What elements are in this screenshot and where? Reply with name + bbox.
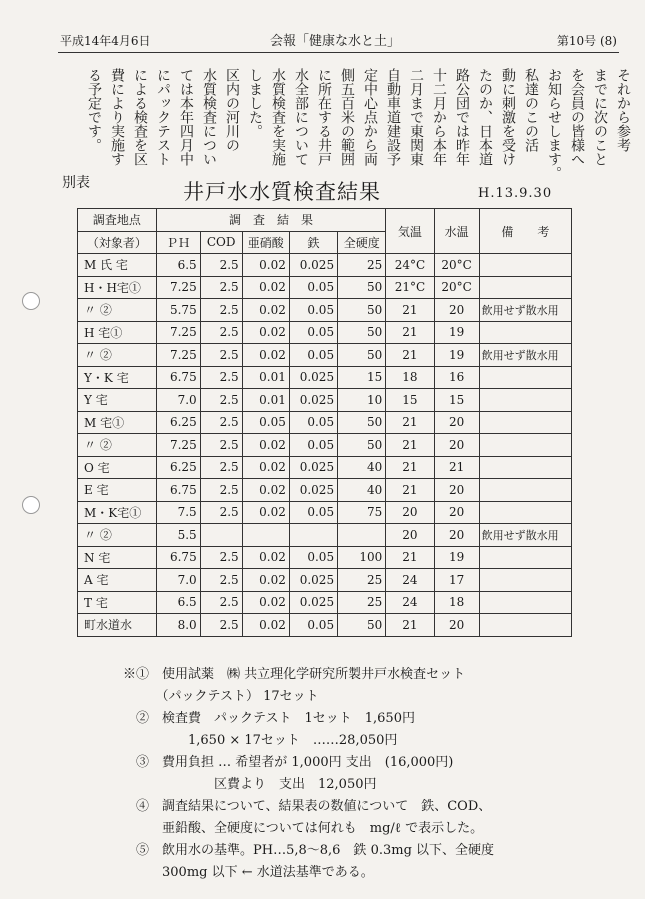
cell-ph: 6.5	[156, 591, 200, 614]
cell-cod: 2.5	[200, 321, 242, 344]
cell-cod: 2.5	[200, 254, 242, 277]
cell-air-temp: 21	[386, 321, 434, 344]
cell-water-temp: 21	[434, 456, 479, 479]
table-row	[78, 546, 572, 569]
cell-hardness: 50	[338, 276, 386, 299]
header-nitrite: 亜硝酸	[242, 231, 289, 254]
cell-air-temp: 18	[386, 366, 434, 389]
intro-line: 水質検査を実施	[270, 68, 286, 166]
cell-air-temp: 21	[386, 344, 434, 367]
cell-cod: 2.5	[200, 389, 242, 412]
note-line: 亜鉛酸、全硬度については何れも mg/ℓ で表示した。	[123, 821, 484, 836]
cell-location: 町水道水	[78, 614, 157, 637]
cell-location: T 宅	[78, 591, 157, 614]
cell-location: Y 宅	[78, 389, 157, 412]
cell-location: H・H宅①	[78, 276, 157, 299]
intro-line: に所在する井戸	[316, 68, 332, 166]
note-line: 区費より 支出 12,050円	[123, 777, 377, 792]
header-subject: （対象者）	[78, 231, 157, 254]
cell-air-temp: 21	[386, 546, 434, 569]
cell-remarks	[479, 546, 571, 569]
intro-line: 水全部について	[293, 68, 309, 166]
cell-water-temp: 20	[434, 524, 479, 547]
intro-line: それから参考	[615, 68, 631, 152]
cell-iron	[289, 524, 337, 547]
cell-hardness	[338, 524, 386, 547]
intro-line: を会員の皆様へ	[569, 68, 585, 166]
cell-iron: 0.025	[289, 389, 337, 412]
note-line: 300mg 以下 ← 水道法基準である。	[123, 865, 374, 880]
cell-location: 〃 ②	[78, 524, 157, 547]
cell-remarks: 飲用せず散水用	[479, 344, 571, 367]
cell-hardness: 50	[338, 344, 386, 367]
table-row	[78, 344, 572, 367]
cell-iron: 0.025	[289, 591, 337, 614]
cell-ph: 8.0	[156, 614, 200, 637]
cell-remarks	[479, 254, 571, 277]
cell-nitrite: 0.02	[242, 569, 289, 592]
cell-ph: 7.25	[156, 434, 200, 457]
cell-ph: 6.75	[156, 546, 200, 569]
cell-ph: 6.5	[156, 254, 200, 277]
document-title: 井戸水水質検査結果	[183, 180, 381, 204]
cell-remarks	[479, 276, 571, 299]
cell-hardness: 10	[338, 389, 386, 412]
table-row	[78, 434, 572, 457]
cell-nitrite: 0.02	[242, 254, 289, 277]
cell-iron: 0.05	[289, 546, 337, 569]
table-row	[78, 524, 572, 547]
cell-iron: 0.025	[289, 254, 337, 277]
cell-location: E 宅	[78, 479, 157, 502]
note-line: ③ 費用負担 … 希望者が 1,000円 支出 (16,000円)	[123, 755, 454, 770]
note-line: ④ 調査結果について、結果表の数値について 鉄、COD、	[123, 799, 492, 814]
note-line: ⑤ 飲用水の基準。PH…5,8〜8,6 鉄 0.3mg 以下、全硬度	[123, 843, 495, 858]
cell-cod: 2.5	[200, 591, 242, 614]
cell-air-temp: 21	[386, 434, 434, 457]
cell-iron: 0.05	[289, 501, 337, 524]
intro-line: 自動車道建設予	[385, 68, 401, 166]
cell-hardness: 50	[338, 614, 386, 637]
intro-line: たのか、日本道	[477, 68, 493, 166]
punch-hole-icon	[22, 292, 40, 310]
cell-water-temp: 19	[434, 546, 479, 569]
intro-line: にパックテスト	[155, 68, 171, 166]
cell-remarks	[479, 591, 571, 614]
cell-ph: 7.25	[156, 321, 200, 344]
cell-air-temp: 20	[386, 501, 434, 524]
cell-ph: 5.75	[156, 299, 200, 322]
cell-remarks	[479, 479, 571, 502]
page-header	[60, 30, 617, 50]
cell-water-temp: 20	[434, 479, 479, 502]
cell-iron: 0.025	[289, 366, 337, 389]
cell-location: O 宅	[78, 456, 157, 479]
cell-location: 〃 ②	[78, 299, 157, 322]
cell-ph: 7.25	[156, 344, 200, 367]
cell-nitrite: 0.02	[242, 276, 289, 299]
cell-hardness: 50	[338, 299, 386, 322]
cell-remarks	[479, 366, 571, 389]
cell-remarks	[479, 501, 571, 524]
intro-line: 私達のこの活	[523, 68, 539, 152]
cell-ph: 7.25	[156, 276, 200, 299]
cell-nitrite	[242, 524, 289, 547]
cell-iron: 0.05	[289, 411, 337, 434]
cell-nitrite: 0.02	[242, 344, 289, 367]
cell-air-temp: 20	[386, 524, 434, 547]
cell-nitrite: 0.01	[242, 389, 289, 412]
table-row	[78, 254, 572, 277]
table-row	[78, 591, 572, 614]
newsletter-title: 会報「健康な水と土」	[270, 34, 401, 49]
cell-cod: 2.5	[200, 434, 242, 457]
cell-iron: 0.05	[289, 321, 337, 344]
cell-cod: 2.5	[200, 411, 242, 434]
cell-remarks	[479, 456, 571, 479]
cell-cod: 2.5	[200, 501, 242, 524]
cell-air-temp: 21	[386, 614, 434, 637]
cell-cod: 2.5	[200, 546, 242, 569]
cell-hardness: 75	[338, 501, 386, 524]
note-line: 1,650 × 17セット ……28,050円	[123, 733, 398, 748]
cell-nitrite: 0.02	[242, 479, 289, 502]
intro-line: 路公団では昨年	[454, 68, 470, 166]
cell-cod: 2.5	[200, 344, 242, 367]
cell-iron: 0.025	[289, 569, 337, 592]
table-row	[78, 614, 572, 637]
cell-location: M 宅①	[78, 411, 157, 434]
cell-water-temp: 17	[434, 569, 479, 592]
table-row	[78, 411, 572, 434]
cell-water-temp: 20	[434, 614, 479, 637]
intro-line: までに次のこと	[592, 68, 608, 166]
cell-iron: 0.05	[289, 299, 337, 322]
intro-line: による検査を区	[132, 68, 148, 166]
cell-location: H 宅①	[78, 321, 157, 344]
cell-nitrite: 0.02	[242, 321, 289, 344]
cell-hardness: 40	[338, 456, 386, 479]
header-ph: ＰＨ	[156, 231, 200, 254]
cell-air-temp: 24	[386, 569, 434, 592]
cell-cod	[200, 524, 242, 547]
cell-location: 〃 ②	[78, 434, 157, 457]
cell-air-temp: 21°C	[386, 276, 434, 299]
cell-cod: 2.5	[200, 299, 242, 322]
cell-remarks	[479, 321, 571, 344]
cell-iron: 0.025	[289, 479, 337, 502]
note-line: ② 検査費 パックテスト 1セット 1,650円	[123, 711, 415, 726]
header-remarks: 備 考	[479, 209, 571, 254]
cell-ph: 6.25	[156, 411, 200, 434]
cell-air-temp: 21	[386, 479, 434, 502]
intro-line: 費により実施す	[109, 68, 125, 166]
cell-air-temp: 21	[386, 299, 434, 322]
cell-remarks	[479, 569, 571, 592]
table-row	[78, 501, 572, 524]
table-row	[78, 389, 572, 412]
cell-nitrite: 0.02	[242, 546, 289, 569]
intro-line: お知らせします。	[546, 68, 562, 180]
cell-water-temp: 19	[434, 344, 479, 367]
cell-cod: 2.5	[200, 456, 242, 479]
intro-vertical-text	[86, 68, 634, 188]
cell-water-temp: 20°C	[434, 276, 479, 299]
intro-line: る予定です。	[86, 68, 102, 152]
cell-cod: 2.5	[200, 276, 242, 299]
page-number: 第10号 (8)	[556, 34, 617, 48]
cell-ph: 6.25	[156, 456, 200, 479]
table-row	[78, 479, 572, 502]
cell-location: M 氏 宅	[78, 254, 157, 277]
cell-hardness: 40	[338, 479, 386, 502]
cell-nitrite: 0.02	[242, 501, 289, 524]
cell-location: M・K宅①	[78, 501, 157, 524]
cell-water-temp: 20	[434, 411, 479, 434]
cell-water-temp: 19	[434, 321, 479, 344]
cell-air-temp: 24°C	[386, 254, 434, 277]
cell-cod: 2.5	[200, 614, 242, 637]
cell-hardness: 100	[338, 546, 386, 569]
cell-air-temp: 15	[386, 389, 434, 412]
cell-nitrite: 0.02	[242, 456, 289, 479]
cell-nitrite: 0.05	[242, 411, 289, 434]
header-results: 調 査 結 果	[156, 209, 386, 232]
table-row	[78, 569, 572, 592]
cell-hardness: 25	[338, 569, 386, 592]
intro-line: 十二月から本年	[431, 68, 447, 166]
issue-date: 平成14年4月6日	[60, 34, 151, 48]
cell-hardness: 25	[338, 254, 386, 277]
header-location: 調査地点	[78, 209, 157, 232]
header-cod: COD	[200, 231, 242, 254]
cell-iron: 0.025	[289, 456, 337, 479]
cell-location: N 宅	[78, 546, 157, 569]
cell-nitrite: 0.01	[242, 366, 289, 389]
header-hardness: 全硬度	[338, 231, 386, 254]
cell-ph: 7.0	[156, 569, 200, 592]
cell-hardness: 50	[338, 434, 386, 457]
header-iron: 鉄	[289, 231, 337, 254]
cell-nitrite: 0.02	[242, 614, 289, 637]
cell-ph: 7.0	[156, 389, 200, 412]
cell-remarks	[479, 434, 571, 457]
cell-water-temp: 20	[434, 434, 479, 457]
cell-water-temp: 20°C	[434, 254, 479, 277]
intro-line: しました。	[247, 68, 263, 138]
cell-air-temp: 24	[386, 591, 434, 614]
cell-ph: 7.5	[156, 501, 200, 524]
cell-water-temp: 18	[434, 591, 479, 614]
table-row	[78, 321, 572, 344]
table-row	[78, 366, 572, 389]
table-row	[78, 456, 572, 479]
cell-nitrite: 0.02	[242, 299, 289, 322]
cell-cod: 2.5	[200, 569, 242, 592]
cell-iron: 0.05	[289, 434, 337, 457]
water-quality-table	[77, 208, 572, 637]
cell-cod: 2.5	[200, 479, 242, 502]
cell-cod: 2.5	[200, 366, 242, 389]
cell-remarks	[479, 411, 571, 434]
cell-nitrite: 0.02	[242, 434, 289, 457]
cell-iron: 0.05	[289, 344, 337, 367]
cell-ph: 5.5	[156, 524, 200, 547]
cell-water-temp: 15	[434, 389, 479, 412]
cell-hardness: 50	[338, 411, 386, 434]
cell-air-temp: 21	[386, 411, 434, 434]
header-divider	[58, 52, 619, 53]
header-water-temp: 水温	[434, 209, 479, 254]
note-line: （パックテスト） 17セット	[123, 689, 319, 704]
cell-remarks	[479, 389, 571, 412]
cell-water-temp: 20	[434, 501, 479, 524]
cell-hardness: 15	[338, 366, 386, 389]
intro-line: 水質検査につい	[201, 68, 217, 166]
note-line: ※① 使用試薬 ㈱ 共立理化学研究所製井戸水検査セット	[123, 667, 466, 682]
intro-line: 定中心点から両	[362, 68, 378, 166]
document-date: H.13.9.30	[478, 186, 553, 201]
section-label: 別表	[62, 175, 90, 191]
cell-iron: 0.05	[289, 614, 337, 637]
cell-nitrite: 0.02	[242, 591, 289, 614]
punch-hole-icon	[22, 496, 40, 514]
cell-hardness: 25	[338, 591, 386, 614]
footnotes	[123, 664, 494, 884]
cell-ph: 6.75	[156, 479, 200, 502]
cell-remarks: 飲用せず散水用	[479, 299, 571, 322]
cell-hardness: 50	[338, 321, 386, 344]
table-row	[78, 276, 572, 299]
cell-location: 〃 ②	[78, 344, 157, 367]
table-row	[78, 299, 572, 322]
cell-air-temp: 21	[386, 456, 434, 479]
cell-water-temp: 16	[434, 366, 479, 389]
cell-iron: 0.05	[289, 276, 337, 299]
intro-line: 区内の河川の	[224, 68, 240, 152]
intro-line: 動に刺激を受け	[500, 68, 516, 166]
cell-location: Y・K 宅	[78, 366, 157, 389]
cell-location: A 宅	[78, 569, 157, 592]
intro-line: 二月まで東関東	[408, 68, 424, 166]
cell-ph: 6.75	[156, 366, 200, 389]
header-air-temp: 気温	[386, 209, 434, 254]
intro-line: ては本年四月中	[178, 68, 194, 166]
intro-line: 側五百米の範囲	[339, 68, 355, 166]
cell-remarks	[479, 614, 571, 637]
cell-water-temp: 20	[434, 299, 479, 322]
cell-remarks: 飲用せず散水用	[479, 524, 571, 547]
